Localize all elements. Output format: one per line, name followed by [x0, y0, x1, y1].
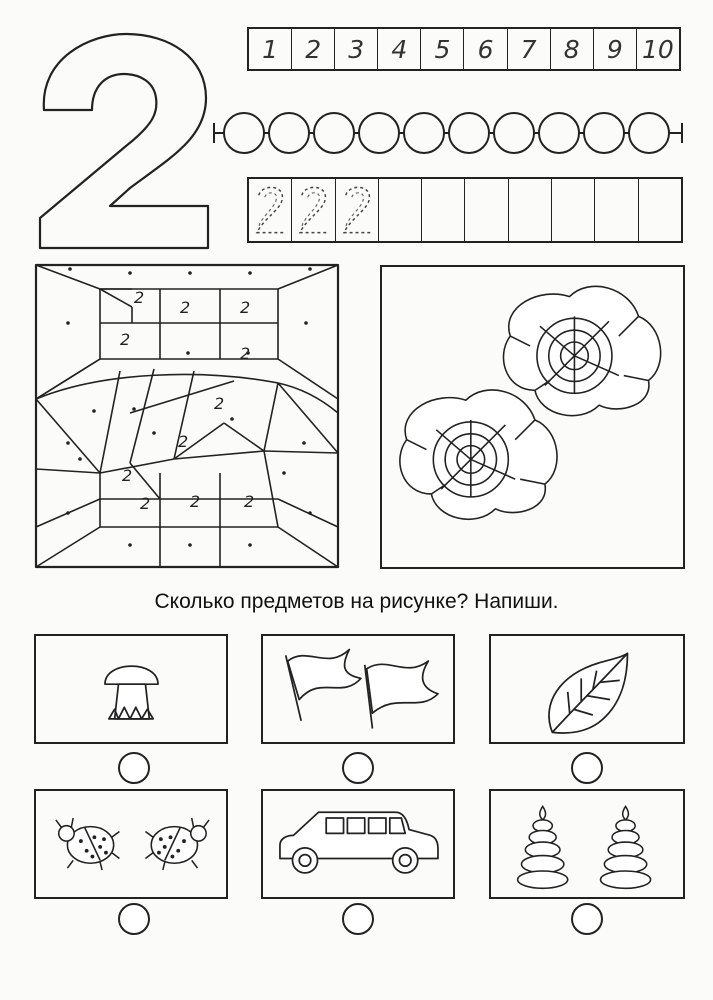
number-cell: 4: [378, 29, 421, 69]
leaf-icon: [491, 636, 683, 742]
count-box-stacking-toys: [489, 789, 685, 899]
number-cell: 1: [249, 29, 292, 69]
bead: [404, 113, 444, 153]
trace-cell[interactable]: [552, 179, 595, 241]
mosaic-number-label: 2: [240, 298, 251, 317]
mosaic-number-label: 2: [120, 330, 131, 349]
bead: [314, 113, 354, 153]
mosaic-dot: [186, 351, 190, 355]
count-box-mushroom: [34, 634, 228, 744]
color-by-number-mosaic[interactable]: [34, 263, 340, 569]
mosaic-dot: [92, 409, 96, 413]
bead: [449, 113, 489, 153]
answer-circle[interactable]: [342, 752, 374, 784]
trace-cell[interactable]: [422, 179, 465, 241]
answer-circle[interactable]: [342, 903, 374, 935]
mosaic-dot: [188, 543, 192, 547]
answer-circle[interactable]: [571, 752, 603, 784]
trace-cell[interactable]: [379, 179, 422, 241]
bead: [269, 113, 309, 153]
count-box-ladybugs: [34, 789, 228, 899]
answer-circle[interactable]: [118, 903, 150, 935]
big-digit-two: [30, 28, 218, 254]
mosaic-number-label: 2: [190, 492, 201, 511]
mosaic-dot: [78, 457, 82, 461]
mosaic-dot: [230, 417, 234, 421]
mosaic-number-label: 2: [178, 432, 189, 451]
mosaic-dot: [66, 441, 70, 445]
dashed-digit-two: [249, 179, 291, 241]
mosaic-number-label: 2: [140, 494, 151, 513]
mosaic-dot: [188, 271, 192, 275]
stacking-toy-icon: [491, 791, 683, 897]
mosaic-dot: [282, 471, 286, 475]
bead: [584, 113, 624, 153]
number-cell: 9: [594, 29, 637, 69]
count-box-car: [261, 789, 455, 899]
mosaic-dot: [128, 543, 132, 547]
mosaic-number-label: 2: [214, 394, 225, 413]
answer-circle[interactable]: [571, 903, 603, 935]
number-cell: 2: [292, 29, 335, 69]
mushroom-icon: [36, 636, 226, 742]
car-icon: [263, 791, 453, 897]
bead: [359, 113, 399, 153]
mosaic-dot: [248, 543, 252, 547]
trace-cell[interactable]: [465, 179, 508, 241]
mosaic-dot: [302, 441, 306, 445]
bead: [224, 113, 264, 153]
ladybug-icon: [36, 791, 226, 897]
task-instruction: Сколько предметов на рисунке? Напиши.: [154, 590, 559, 613]
trace-cell[interactable]: [336, 179, 379, 241]
mosaic-dot: [66, 511, 70, 515]
number-cell: 8: [551, 29, 594, 69]
cabbage-picture-box: [380, 265, 685, 569]
mosaic-dot: [68, 267, 72, 271]
mosaic-dot: [128, 271, 132, 275]
flag-icon: [263, 636, 453, 742]
number-cell: 7: [508, 29, 551, 69]
trace-cell[interactable]: [249, 179, 292, 241]
mosaic-dot: [248, 271, 252, 275]
mosaic-number-label: 2: [180, 298, 191, 317]
dashed-digit-two: [292, 179, 334, 241]
cabbage-icon: [382, 267, 683, 567]
number-cell: 10: [641, 34, 674, 64]
tracing-strip: [247, 177, 683, 243]
mosaic-number-label: 2: [122, 466, 133, 485]
bead: [539, 113, 579, 153]
mosaic-dot: [132, 407, 136, 411]
mosaic-dot: [66, 321, 70, 325]
number-strip: [247, 27, 681, 71]
mosaic-number-label: 2: [134, 288, 145, 307]
number-cell: 3: [335, 29, 378, 69]
number-cell: 5: [421, 29, 464, 69]
bead: [494, 113, 534, 153]
mosaic-number-label: 2: [240, 344, 251, 363]
trace-cell[interactable]: [639, 179, 681, 241]
mosaic-dot: [304, 321, 308, 325]
mosaic-dot: [308, 511, 312, 515]
bead: [629, 113, 669, 153]
mosaic-number-label: 2: [244, 492, 255, 511]
trace-cell[interactable]: [509, 179, 552, 241]
bead-counting-rod: [212, 108, 684, 158]
count-box-leaf: [489, 634, 685, 744]
number-cell: 6: [464, 29, 507, 69]
count-box-flags: [261, 634, 455, 744]
dashed-digit-two: [336, 179, 378, 241]
trace-cell[interactable]: [292, 179, 335, 241]
answer-circle[interactable]: [118, 752, 150, 784]
trace-cell[interactable]: [595, 179, 638, 241]
mosaic-dot: [308, 267, 312, 271]
mosaic-dot: [152, 431, 156, 435]
